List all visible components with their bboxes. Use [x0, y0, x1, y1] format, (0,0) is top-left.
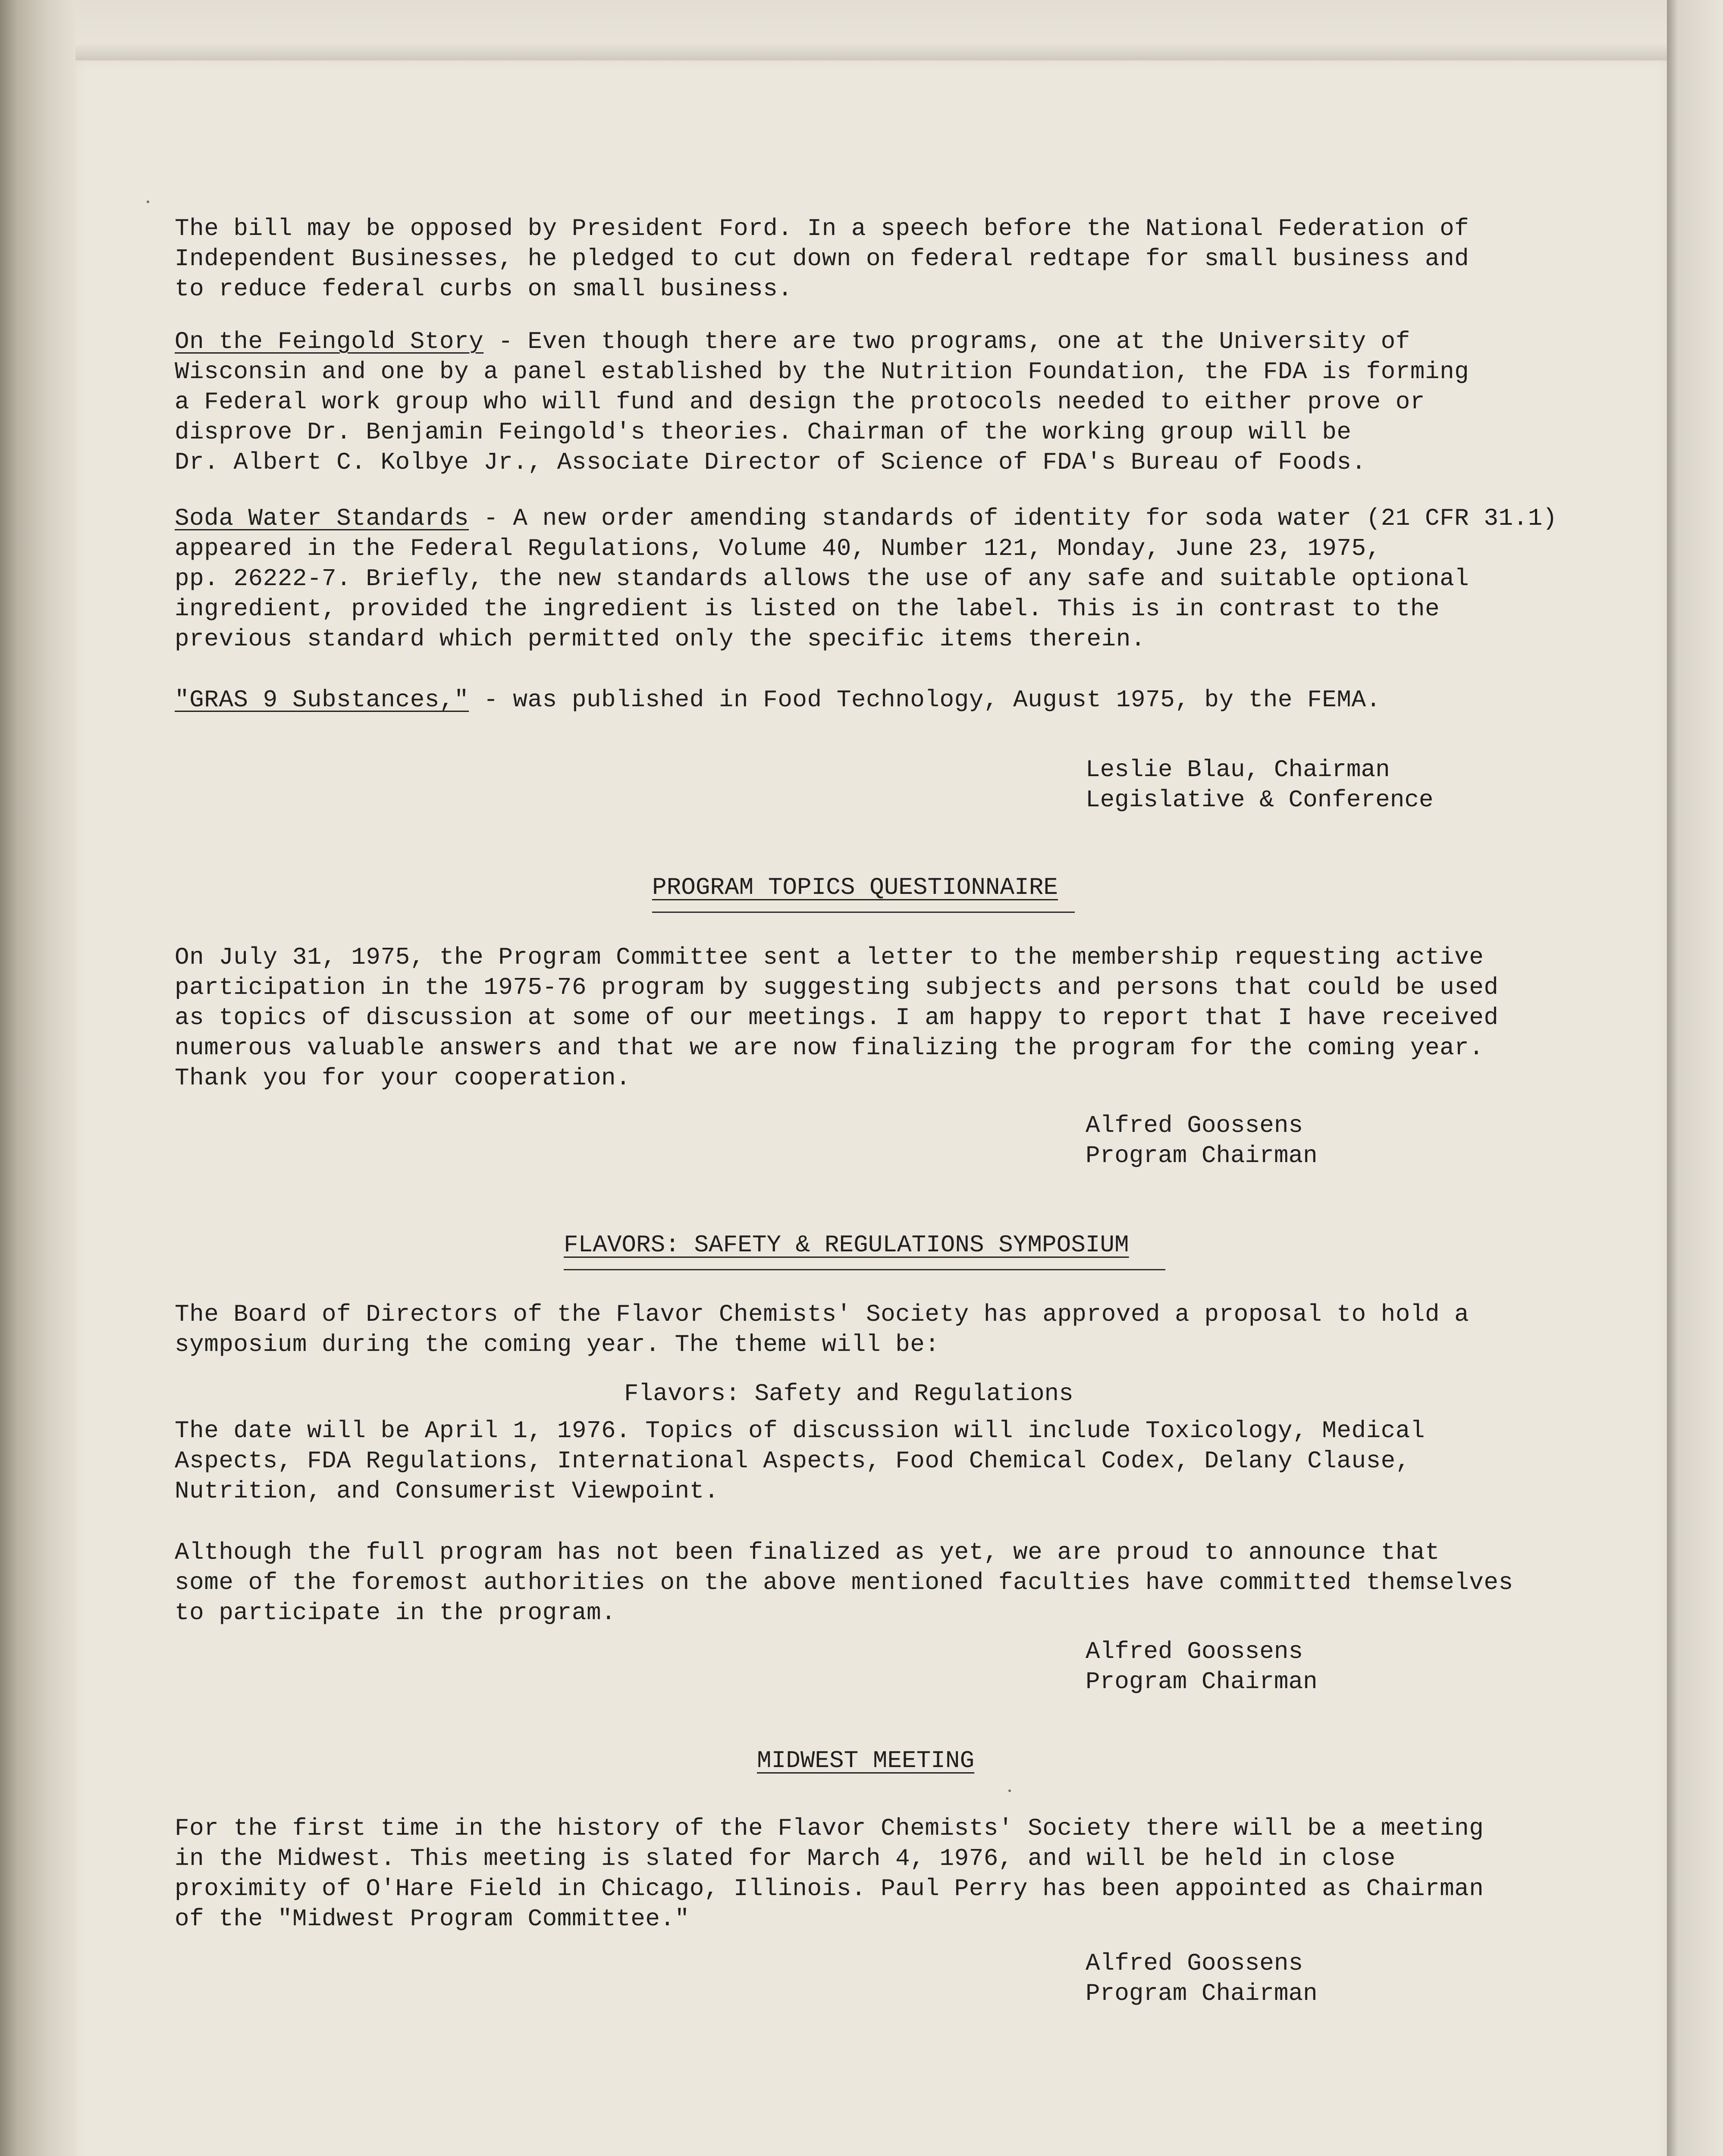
paragraph-feingold [175, 326, 1598, 477]
signature-name: Alfred Goossens [1086, 1949, 1303, 1977]
heading-symposium: FLAVORS: SAFETY & REGULATIONS SYMPOSIUM [564, 1231, 1129, 1259]
text-line: symposium during the coming year. The theme will be: [175, 1331, 940, 1358]
text-line: to reduce federal curbs on small business. [175, 275, 793, 303]
text-line: a Federal work group who will fund and design the protocols needed to either prove or [175, 388, 1425, 416]
text-line: The date will be April 1, 1976. Topics of discussion will include Toxicology, Medical [175, 1417, 1425, 1445]
page-top-edge [75, 0, 1667, 60]
symposium-theme: Flavors: Safety and Regulations [624, 1380, 1073, 1407]
page-right-edge [1667, 0, 1723, 2156]
soda-first-line: - A new order amending standards of identity for soda water (21 CFR 31.1) [469, 505, 1557, 532]
paragraph-symposium-details [175, 1416, 1598, 1506]
text-line: pp. 26222-7. Briefly, the new standards allows the use of any safe and suitable optional [175, 565, 1469, 592]
text-line: ingredient, provided the ingredient is listed on the label. This is in contrast to the [175, 595, 1440, 623]
text-line: For the first time in the history of the Flavor Chemists' Society there will be a meeting [175, 1814, 1484, 1842]
signature-blau [1086, 755, 1434, 815]
soda-title: Soda Water Standards [175, 505, 469, 532]
signature-title: Legislative & Conference [1086, 786, 1434, 814]
text-line [175, 326, 1598, 357]
signature-questionnaire [1086, 1110, 1318, 1171]
text-line: proximity of O'Hare Field in Chicago, Illinois. Paul Perry has been appointed as Chairman [175, 1875, 1484, 1902]
paragraph-ford [175, 213, 1598, 304]
feingold-title: On the Feingold Story [175, 328, 484, 355]
text-line: Wisconsin and one by a panel established by the Nutrition Foundation, the FDA is forming [175, 358, 1469, 385]
text-line: The bill may be opposed by President Ford. In a speech before the National Federation of [175, 215, 1469, 242]
text-line: participation in the 1975-76 program by suggesting subjects and persons that could be used [175, 974, 1499, 1001]
signature-name: Leslie Blau, Chairman [1086, 756, 1390, 783]
signature-title: Program Chairman [1086, 1142, 1318, 1169]
text-line: to participate in the program. [175, 1599, 616, 1626]
text-line: Aspects, FDA Regulations, International Aspects, Food Chemical Codex, Delany Clause, [175, 1447, 1410, 1475]
text-line: numerous valuable answers and that we are now finalizing the program for the coming year. [175, 1034, 1484, 1062]
paragraph-symposium-intro [175, 1299, 1598, 1360]
heading-double-rule [564, 1269, 1165, 1270]
heading-midwest: MIDWEST MEETING [757, 1747, 975, 1774]
scan-speck [1008, 1789, 1011, 1792]
signature-name: Alfred Goossens [1086, 1638, 1303, 1665]
text-line: some of the foremost authorities on the above mentioned faculties have committed themselves [175, 1569, 1513, 1596]
text-line [175, 503, 1598, 533]
paragraph-soda-water [175, 503, 1598, 654]
paragraph-gras [175, 685, 1598, 715]
signature-symposium [1086, 1636, 1318, 1697]
text-line: Thank you for your cooperation. [175, 1064, 631, 1092]
text-line: Independent Businesses, he pledged to cut down on federal redtape for small business and [175, 245, 1469, 273]
text-line: disprove Dr. Benjamin Feingold's theories. Chairman of the working group will be [175, 418, 1352, 446]
signature-midwest [1086, 1948, 1318, 2009]
paragraph-midwest [175, 1813, 1598, 1934]
text-line: Although the full program has not been finalized as yet, we are proud to announce that [175, 1539, 1440, 1566]
text-line: Nutrition, and Consumerist Viewpoint. [175, 1477, 719, 1505]
feingold-first-line: - Even though there are two programs, one at the University of [483, 328, 1410, 355]
text-line: previous standard which permitted only the specific items therein. [175, 625, 1146, 653]
text-line: of the "Midwest Program Committee." [175, 1905, 690, 1933]
text-line: as topics of discussion at some of our meetings. I am happy to report that I have received [175, 1004, 1499, 1031]
text-line [175, 685, 1598, 715]
text-line: in the Midwest. This meeting is slated for March 4, 1976, and will be held in close [175, 1845, 1396, 1872]
signature-title: Program Chairman [1086, 1980, 1318, 2007]
text-line: appeared in the Federal Regulations, Volume 40, Number 121, Monday, June 23, 1975, [175, 535, 1381, 562]
gras-rest: - was published in Food Technology, August 1975, by the FEMA. [469, 686, 1381, 714]
signature-title: Program Chairman [1086, 1668, 1318, 1695]
signature-name: Alfred Goossens [1086, 1112, 1303, 1139]
gras-title: "GRAS 9 Substances," [175, 686, 469, 714]
paragraph-questionnaire [175, 942, 1598, 1093]
text-line: The Board of Directors of the Flavor Chemists' Society has approved a proposal to hold a [175, 1300, 1469, 1328]
text-line: Dr. Albert C. Kolbye Jr., Associate Director of Science of FDA's Bureau of Foods. [175, 448, 1366, 476]
heading-double-rule [652, 912, 1075, 913]
binding-fold [0, 0, 75, 2156]
heading-questionnaire: PROGRAM TOPICS QUESTIONNAIRE [652, 874, 1058, 901]
paragraph-symposium-closing [175, 1537, 1598, 1628]
scan-speck [147, 201, 149, 203]
text-line: On July 31, 1975, the Program Committee sent a letter to the membership requesting active [175, 943, 1484, 971]
